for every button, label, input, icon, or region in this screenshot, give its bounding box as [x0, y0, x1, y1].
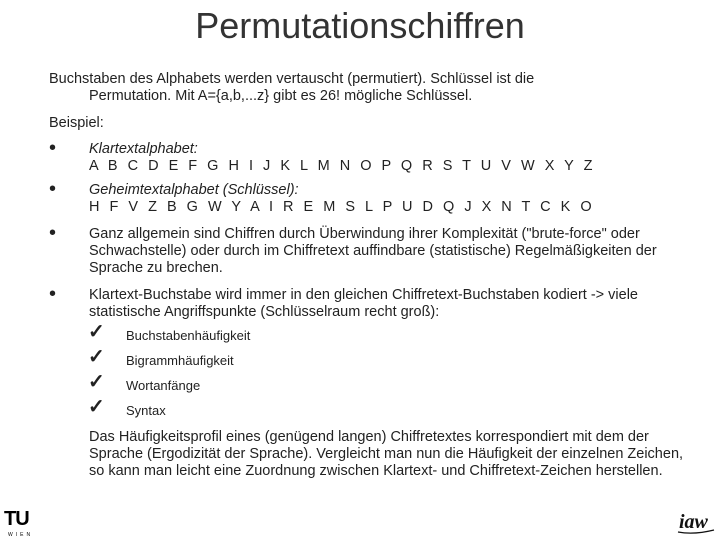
ciphertext-alphabet: H F V Z B G W Y A I R E M S L P U D Q J X N T C K O [89, 199, 595, 215]
bullet-marker: • [49, 283, 57, 305]
bullet-marker: • [49, 178, 57, 200]
tu-wien-logo [2, 509, 36, 540]
plaintext-alphabet: A B C D E F G H I J K L M N O P Q R S T U V W X Y Z [89, 158, 596, 174]
intro-line-2: Permutation. Mit A={a,b,...z} gibt es 26! mögliche Schlüssel. [89, 88, 473, 104]
breaking-ciphers-text: Ganz allgemein sind Chiffren durch Überwindung ihrer Komplexität ("brute-force" oder Schwachstelle) oder durch im Chiffretext auffindbare (statistische) Regelmäßigkeiten der Sprache zu brechen. [89, 226, 657, 276]
attack-points-text: Klartext-Buchstabe wird immer in den gleichen Chiffretext-Buchstaben kodiert -> viele statistische Angriffspunkte (Schlüsselraum recht groß): [89, 287, 638, 320]
iaw-logo [676, 506, 716, 536]
example-label: Beispiel: [49, 115, 104, 131]
bullet-marker: • [49, 137, 57, 159]
slide-title: Permutationschiffren [195, 5, 525, 46]
intro-text [49, 71, 689, 105]
bullet-breaking-ciphers [49, 222, 689, 278]
iaw-logo-graphic [676, 506, 716, 536]
bullet-attack-points [49, 283, 689, 323]
tu-logo-subtext: WIEN [8, 532, 34, 538]
bullet-ciphertext-alphabet [49, 178, 689, 218]
ciphertext-alphabet-label: Geheimtextalphabet (Schlüssel): [89, 182, 299, 198]
checklist-label: Buchstabenhäufigkeit [126, 328, 251, 343]
checkmark-icon: ✓ [88, 346, 105, 368]
bullet-marker: • [49, 222, 57, 244]
checkmark-icon: ✓ [88, 321, 105, 343]
checkmark-icon: ✓ [88, 396, 105, 418]
bullet-plaintext-alphabet [49, 137, 689, 177]
plaintext-alphabet-label: Klartextalphabet: [89, 141, 198, 157]
checkmark-icon: ✓ [88, 371, 105, 393]
tu-logo-mark: TU [4, 508, 29, 530]
checklist-label: Wortanfänge [126, 378, 201, 393]
checklist-label: Bigrammhäufigkeit [126, 353, 234, 368]
frequency-profile-paragraph: Das Häufigkeitsprofil eines (genügend langen) Chiffretextes korrespondiert mit dem der Sprache (Ergodizität der Sprache). Vergleicht man nun die Häufigkeit der einzelnen Zeichen, so kann man leicht eine Zuordnung zwischen Klartext- und Chiffretext-Zeichen herstellen. [89, 429, 684, 479]
intro-line-1: Buchstaben des Alphabets werden vertauscht (permutiert). Schlüssel ist die [49, 71, 535, 87]
checklist-label: Syntax [126, 403, 166, 418]
svg-text:iaw: iaw [679, 511, 708, 533]
